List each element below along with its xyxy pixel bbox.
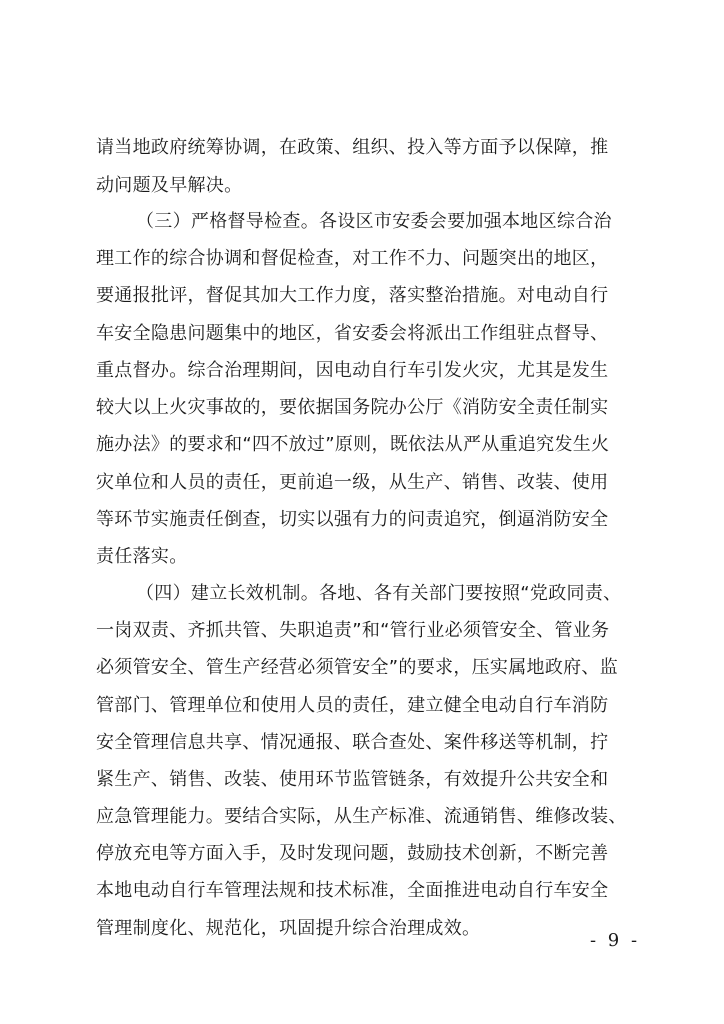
text-line: 本地电动自行车管理法规和技术标准，全面推进电动自行车安全 (96, 880, 609, 901)
text-line: 灾单位和人员的责任，更前追一级，从生产、销售、改装、使用 (96, 472, 609, 493)
text-line: 较大以上火灾事故的，要依据国务院办公厅《消防安全责任制实 (96, 397, 609, 418)
text-line: 紧生产、销售、改装、使用环节监管链条，有效提升公共安全和 (96, 769, 609, 790)
text-line: 管部门、管理单位和使用人员的责任，建立健全电动自行车消防 (96, 695, 609, 716)
text-line: 必须管安全、管生产经营必须管安全”的要求，压实属地政府、监 (96, 657, 619, 678)
text-line: 车安全隐患问题集中的地区，省安委会将派出工作组驻点督导、 (96, 323, 609, 344)
text-line: 施办法》的要求和“四不放过”原则，既依法从严从重追究发生火 (96, 434, 610, 455)
text-line: 责任落实。 (96, 546, 188, 567)
text-line: 等环节实施责任倒查，切实以强有力的问责追究，倒逼消防安全 (96, 509, 609, 530)
text-line: 安全管理信息共享、情况通报、联合查处、案件移送等机制，拧 (96, 732, 609, 753)
text-line: 动问题及早解决。 (96, 175, 243, 196)
text-line: 请当地政府统筹协调，在政策、组织、投入等方面予以保障，推 (96, 137, 609, 158)
text-line: 停放充电等方面入手，及时发现问题，鼓励技术创新，不断完善 (96, 843, 609, 864)
text-line: 一岗双责、齐抓共管、失职追责”和“管行业必须管安全、管业务 (96, 620, 610, 641)
text-line: 重点督办。综合治理期间，因电动自行车引发火灾，尤其是发生 (96, 360, 609, 381)
text-line: 应急管理能力。要结合实际，从生产标准、流通销售、维修改装、 (96, 806, 627, 827)
text-line: 要通报批评，督促其加大工作力度，落实整治措施。对电动自行 (96, 285, 609, 306)
paragraph-heading-line: （三）严格督导检查。各设区市安委会要加强本地区综合治 (136, 211, 612, 232)
text-line: 管理制度化、规范化，巩固提升综合治理成效。 (96, 918, 481, 939)
paragraph-heading-line: （四）建立长效机制。各地、各有关部门要按照“党政同责、 (136, 583, 622, 604)
text-line: 理工作的综合协调和督促检查，对工作不力、问题突出的地区， (96, 248, 609, 269)
page-number: - 9 - (590, 930, 641, 951)
